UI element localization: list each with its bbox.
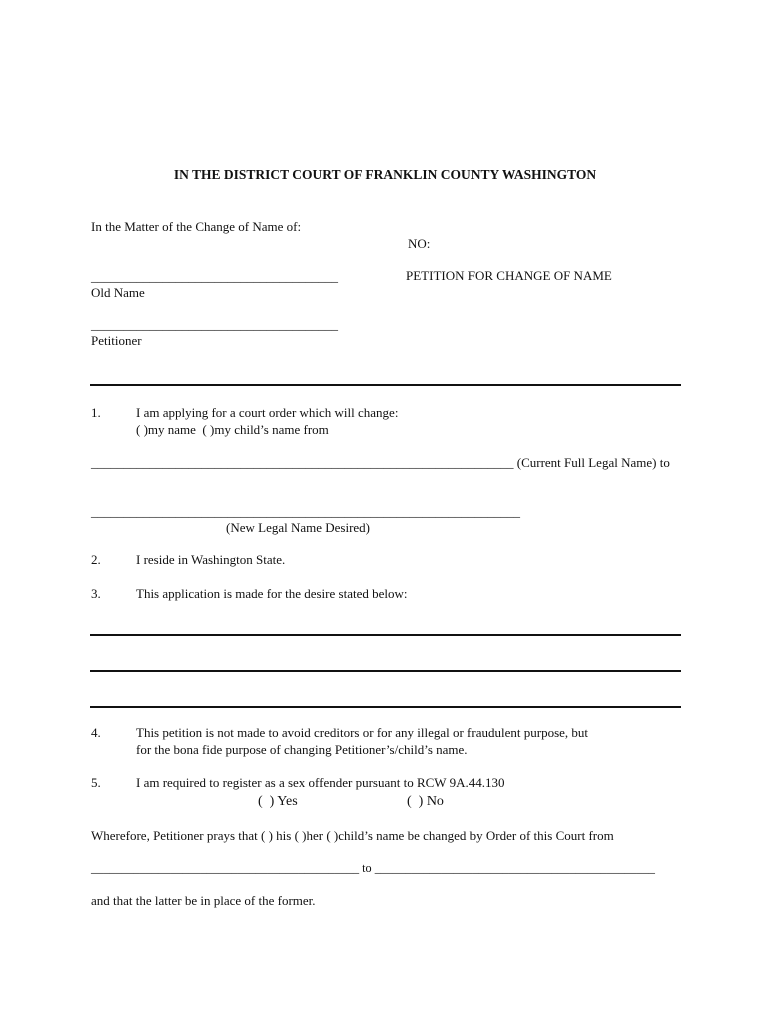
item-3-text: This application is made for the desire stated below: <box>136 586 408 601</box>
document-title: PETITION FOR CHANGE OF NAME <box>406 268 612 283</box>
matter-caption: In the Matter of the Change of Name of: <box>91 219 302 234</box>
item-3-number: 3. <box>91 586 101 601</box>
item-5-number: 5. <box>91 775 101 790</box>
case-number-label: NO: <box>408 236 431 251</box>
old-name-label: Old Name <box>91 285 145 300</box>
item-1-line-2: ( )my name ( )my child’s name from <box>136 422 329 437</box>
name-change-blanks: ____________________________________________ to ______________________________________________ <box>91 861 656 875</box>
court-title: IN THE DISTRICT COURT OF FRANKLIN COUNTY WASHINGTON <box>173 167 597 182</box>
item-2-text: I reside in Washington State. <box>136 552 286 567</box>
item-5-text: I am required to register as a sex offender pursuant to RCW 9A.44.130 <box>136 775 505 790</box>
new-name-label: (New Legal Name Desired) <box>226 520 371 535</box>
item-1-line-1: I am applying for a court order which will change: <box>136 405 399 420</box>
yes-checkbox[interactable]: ( ) Yes <box>258 794 298 809</box>
item-4-number: 4. <box>91 725 101 740</box>
current-name-blank: _________________________________________________________________ (Current Full Legal Name) to <box>91 455 670 470</box>
item-2-number: 2. <box>91 552 101 567</box>
no-checkbox[interactable]: ( ) No <box>407 794 444 809</box>
item-4-line-1: This petition is not made to avoid creditors or for any illegal or fraudulent purpose, but <box>136 725 589 740</box>
item-4-line-2: for the bona fide purpose of changing Petitioner’s/child’s name. <box>136 742 468 757</box>
new-name-blank: __________________________________________________________________ <box>91 504 520 519</box>
item-1-number: 1. <box>91 405 101 420</box>
reason-line-1 <box>90 634 681 636</box>
closing-text: and that the latter be in place of the former. <box>91 893 316 908</box>
petitioner-blank: ______________________________________ <box>91 317 338 332</box>
caption-divider <box>90 384 681 386</box>
reason-line-2 <box>90 670 681 672</box>
old-name-blank: ______________________________________ <box>91 269 338 284</box>
petitioner-label: Petitioner <box>91 333 142 348</box>
reason-line-3 <box>90 706 681 708</box>
wherefore-text: Wherefore, Petitioner prays that ( ) his ( )her ( )child’s name be changed by Order of this Court from <box>91 828 614 843</box>
